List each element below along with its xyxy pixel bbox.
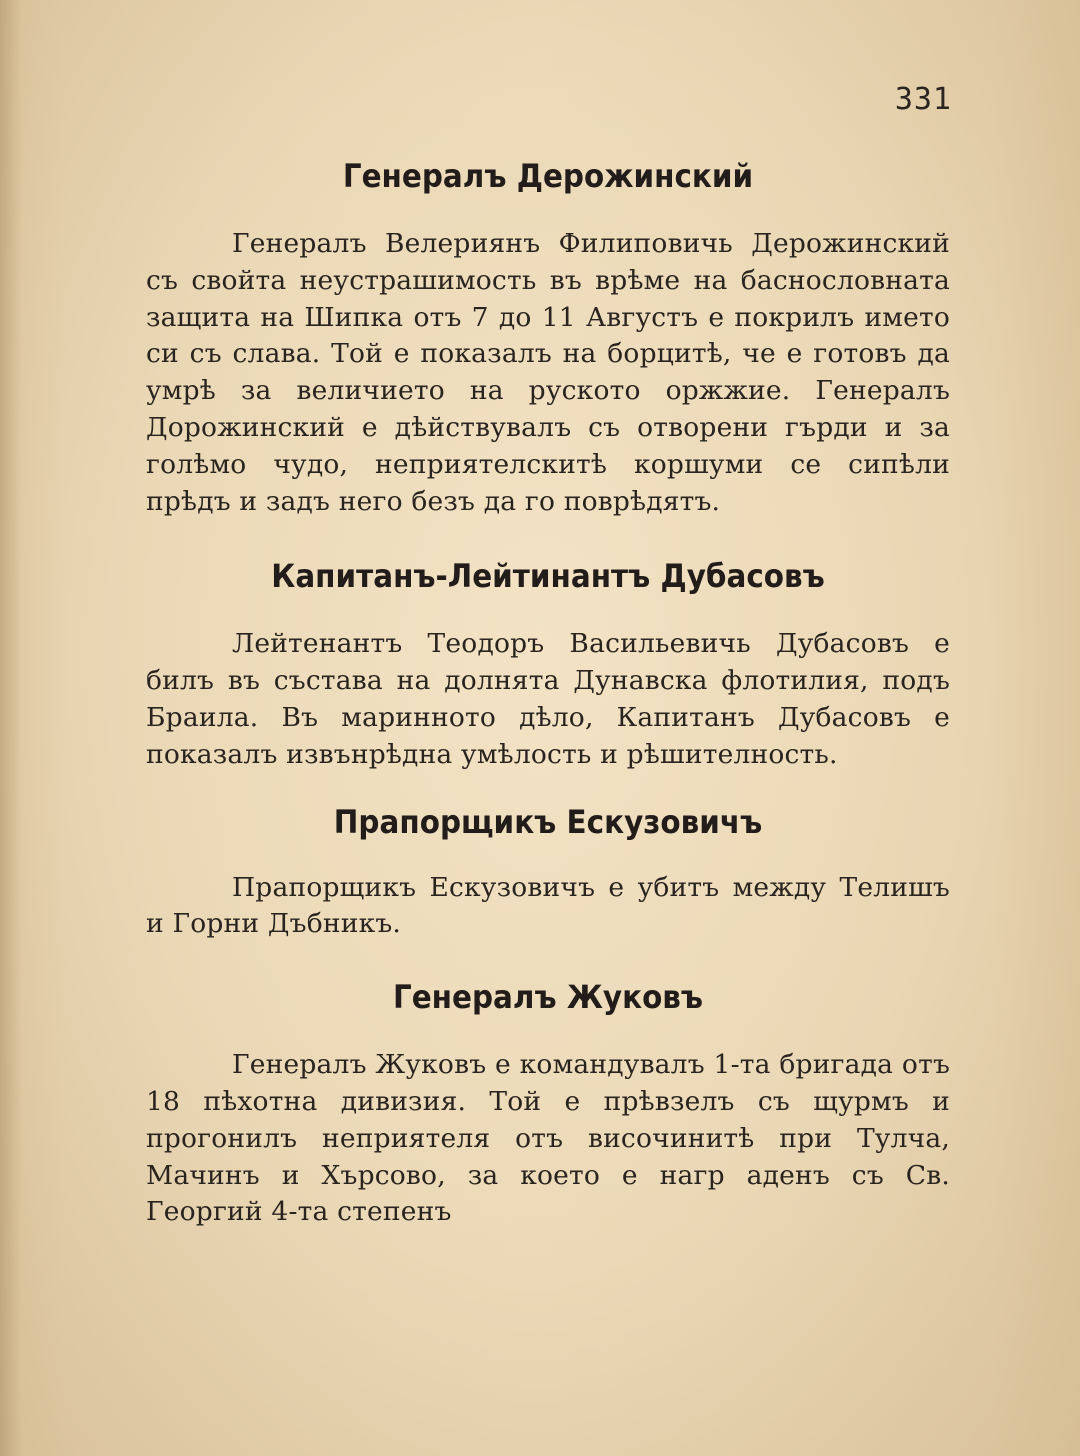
section-paragraph: Генералъ Велериянъ Филиповичь Дерожинский съ свойта неустрашимость въ врѣме на баснословната защита на Шипка отъ 7 до 11 Августъ е покрилъ името си съ слава. Той е показалъ на борцитѣ, че е готовъ да умрѣ за величието на руското оржжие. Генералъ Дорожинский е дѣйствувалъ съ отворени гърди и за голѣмо чудо, неприятелскитѣ коршуми се сипѣли прѣдъ и задъ него безъ да го поврѣдятъ.: [146, 228, 950, 517]
page-content: [146, 150, 950, 1231]
section-heading: Капитанъ-Лейтинантъ Дубасовъ: [271, 557, 825, 596]
section-heading: Генералъ Жуковъ: [392, 978, 704, 1017]
section-heading: Прапорщикъ Ескузовичъ: [333, 802, 763, 841]
section-zhukov: [146, 977, 950, 1231]
section-paragraph: Генералъ Жуковъ е командувалъ 1-та бригада отъ 18 пѣхотна дивизия. Той е прѣвзелъ съ щурмъ и прогонилъ неприятеля отъ височинитѣ при Тулча, Мачинъ и Хърсово, за което е нагр аденъ съ Св. Георгий 4-та степенъ: [146, 1049, 950, 1228]
section-heading: Генералъ Дерожинский: [342, 157, 754, 195]
page-edge-shadow: [0, 0, 22, 1456]
section-dubasov: [146, 556, 950, 773]
section-paragraph: Прапорщикъ Ескузовичъ е убитъ между Телишъ и Горни Дъбникъ.: [146, 871, 950, 940]
page-number: 331: [894, 82, 952, 117]
section-paragraph: Лейтенантъ Теодоръ Васильевичь Дубасовъ е билъ въ състава на долнята Дунавска флотилия, подъ Браила. Въ маринното дѣло, Капитанъ Дубасовъ е показалъ извънрѣдна умѣлость и рѣшителность.: [146, 628, 950, 770]
section-eskuzovich: [146, 802, 950, 944]
section-derozhinsky: [146, 156, 950, 520]
